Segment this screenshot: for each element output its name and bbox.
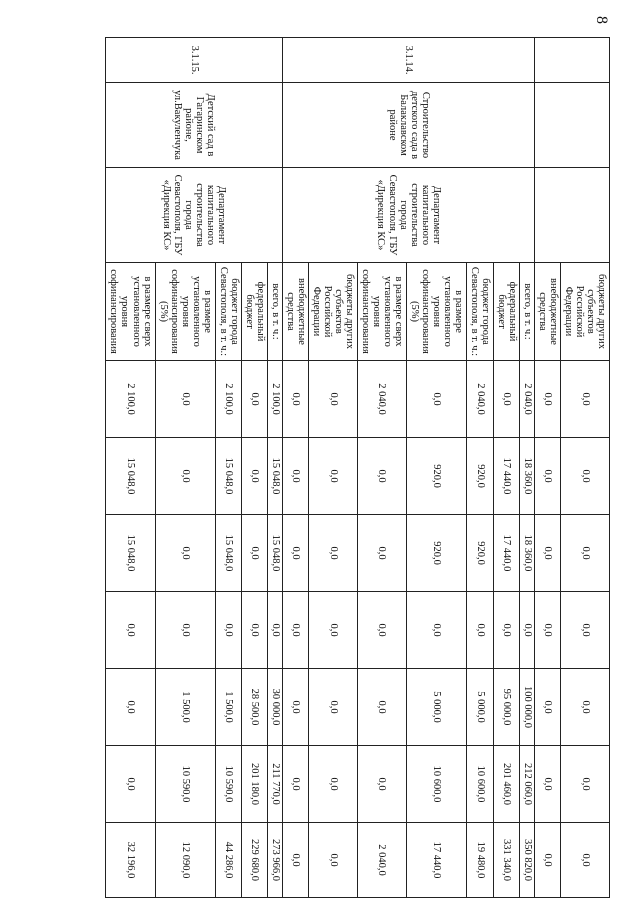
- cell-value: 0,0: [155, 361, 215, 438]
- cell-value: 2 100,0: [216, 361, 242, 438]
- cell-executor: [535, 168, 610, 263]
- cell-value: 0,0: [535, 669, 561, 746]
- cell-value: 229 680,0: [242, 823, 268, 898]
- cell-source: бюджеты других субъектов Российской Федерации: [561, 263, 610, 361]
- cell-value: 273 966,0: [268, 823, 283, 898]
- cell-value: 5 000,0: [406, 669, 466, 746]
- cell-value: 0,0: [283, 823, 309, 898]
- cell-value: 95 000,0: [494, 669, 520, 746]
- cell-value: 0,0: [283, 592, 309, 669]
- cell-value: 201 180,0: [242, 746, 268, 823]
- cell-value: 0,0: [106, 669, 156, 746]
- cell-value: 920,0: [467, 438, 494, 515]
- cell-value: 2 040,0: [358, 823, 407, 898]
- cell-value: 0,0: [268, 592, 283, 669]
- cell-value: 0,0: [561, 592, 610, 669]
- cell-value: 0,0: [309, 438, 358, 515]
- cell-value: 0,0: [242, 438, 268, 515]
- cell-value: 0,0: [406, 361, 466, 438]
- cell-name: Детский сад в Гагаринском районе, ул.Вакуленчука: [106, 83, 283, 168]
- cell-value: 0,0: [494, 592, 520, 669]
- cell-value: 0,0: [535, 361, 561, 438]
- cell-value: 0,0: [358, 515, 407, 592]
- cell-value: 100 000,0: [520, 669, 535, 746]
- rotated-table-container: [105, 37, 610, 897]
- cell-value: 44 286,0: [216, 823, 242, 898]
- cell-name: Строительство детского сада в Балаклавском районе: [283, 83, 535, 168]
- cell-value: 0,0: [283, 515, 309, 592]
- cell-executor: Департамент капитального строительства города Севастополя, ГБУ «Дирекция КС»: [106, 168, 283, 263]
- cell-value: 28 500,0: [242, 669, 268, 746]
- cell-executor: Департамент капитального строительства города Севастополя, ГБУ «Дирекция КС»: [283, 168, 535, 263]
- cell-source: в размере сверх установленного уровня софинансирования: [106, 263, 156, 361]
- cell-value: 2 100,0: [268, 361, 283, 438]
- cell-value: 17 440,0: [494, 515, 520, 592]
- cell-value: 12 090,0: [155, 823, 215, 898]
- cell-value: 5 000,0: [467, 669, 494, 746]
- cell-source: бюджет города Севастополя, в т. ч.:: [216, 263, 242, 361]
- cell-value: 15 048,0: [216, 438, 242, 515]
- cell-value: 2 040,0: [358, 361, 407, 438]
- cell-value: 0,0: [406, 592, 466, 669]
- cell-value: 0,0: [494, 361, 520, 438]
- cell-value: 211 770,0: [268, 746, 283, 823]
- cell-source: бюджеты других субъектов Российской Федерации: [309, 263, 358, 361]
- cell-value: 15 048,0: [216, 515, 242, 592]
- cell-value: 0,0: [283, 361, 309, 438]
- cell-value: 0,0: [467, 592, 494, 669]
- cell-value: 10 590,0: [216, 746, 242, 823]
- cell-source: внебюджетные средства: [535, 263, 561, 361]
- cell-value: 15 048,0: [268, 515, 283, 592]
- cell-value: 331 340,0: [494, 823, 520, 898]
- cell-source: в размере сверх установленного уровня софинансирования: [358, 263, 407, 361]
- cell-source: всего, в т. ч.:: [268, 263, 283, 361]
- cell-value: 350 820,0: [520, 823, 535, 898]
- cell-value: 2 040,0: [467, 361, 494, 438]
- cell-value: 15 048,0: [106, 515, 156, 592]
- cell-value: 0,0: [561, 669, 610, 746]
- cell-value: 212 060,0: [520, 746, 535, 823]
- cell-value: 0,0: [358, 746, 407, 823]
- cell-value: 920,0: [406, 438, 466, 515]
- cell-value: 2 100,0: [106, 361, 156, 438]
- cell-value: 10 600,0: [467, 746, 494, 823]
- cell-value: 17 440,0: [406, 823, 466, 898]
- cell-value: 0,0: [242, 361, 268, 438]
- cell-value: 0,0: [561, 361, 610, 438]
- cell-value: 0,0: [309, 515, 358, 592]
- cell-value: 0,0: [283, 438, 309, 515]
- cell-value: 0,0: [561, 515, 610, 592]
- cell-value: 920,0: [467, 515, 494, 592]
- table-row: [561, 38, 610, 898]
- cell-value: 0,0: [520, 592, 535, 669]
- cell-source: федеральный бюджет: [242, 263, 268, 361]
- cell-value: 0,0: [561, 823, 610, 898]
- cell-source: всего, в т. ч.:: [520, 263, 535, 361]
- cell-value: 0,0: [358, 592, 407, 669]
- cell-value: 2 040,0: [520, 361, 535, 438]
- cell-value: 0,0: [358, 669, 407, 746]
- cell-value: 0,0: [155, 438, 215, 515]
- cell-value: 920,0: [406, 515, 466, 592]
- cell-value: 0,0: [561, 746, 610, 823]
- cell-number: 3.1.15.: [106, 38, 283, 83]
- cell-value: 0,0: [283, 669, 309, 746]
- cell-value: 10 600,0: [406, 746, 466, 823]
- cell-value: 19 480,0: [467, 823, 494, 898]
- cell-value: 0,0: [309, 823, 358, 898]
- cell-number: 3.1.14.: [283, 38, 535, 83]
- cell-source: внебюджетные средства: [283, 263, 309, 361]
- cell-source: федеральный бюджет: [494, 263, 520, 361]
- cell-value: 0,0: [242, 515, 268, 592]
- cell-value: 0,0: [535, 592, 561, 669]
- cell-value: 0,0: [309, 746, 358, 823]
- cell-value: 17 440,0: [494, 438, 520, 515]
- cell-number: [535, 38, 610, 83]
- cell-name: [535, 83, 610, 168]
- cell-value: 15 048,0: [106, 438, 156, 515]
- cell-value: 18 360,0: [520, 438, 535, 515]
- cell-value: 30 000,0: [268, 669, 283, 746]
- cell-value: 0,0: [309, 669, 358, 746]
- cell-value: 0,0: [535, 823, 561, 898]
- cell-value: 0,0: [535, 515, 561, 592]
- cell-value: 0,0: [242, 592, 268, 669]
- cell-source: в размере установленного уровня софинансирования (5%): [406, 263, 466, 361]
- cell-value: 0,0: [358, 438, 407, 515]
- cell-value: 1 500,0: [155, 669, 215, 746]
- table-row: [520, 38, 535, 898]
- table-row: [268, 38, 283, 898]
- page-number: 8: [593, 16, 610, 24]
- financing-table: [105, 37, 610, 898]
- cell-value: 0,0: [309, 361, 358, 438]
- cell-value: 201 460,0: [494, 746, 520, 823]
- cell-source: в размере установленного уровня софинансирования (5%): [155, 263, 215, 361]
- cell-value: 0,0: [155, 592, 215, 669]
- cell-source: бюджет города Севастополя, в т. ч.:: [467, 263, 494, 361]
- cell-value: 0,0: [535, 438, 561, 515]
- cell-value: 32 196,0: [106, 823, 156, 898]
- cell-value: 0,0: [283, 746, 309, 823]
- cell-value: 0,0: [106, 746, 156, 823]
- cell-value: 15 048,0: [268, 438, 283, 515]
- cell-value: 0,0: [535, 746, 561, 823]
- cell-value: 0,0: [309, 592, 358, 669]
- cell-value: 18 360,0: [520, 515, 535, 592]
- cell-value: 0,0: [106, 592, 156, 669]
- cell-value: 0,0: [155, 515, 215, 592]
- cell-value: 1 500,0: [216, 669, 242, 746]
- cell-value: 10 590,0: [155, 746, 215, 823]
- cell-value: 0,0: [561, 438, 610, 515]
- cell-value: 0,0: [216, 592, 242, 669]
